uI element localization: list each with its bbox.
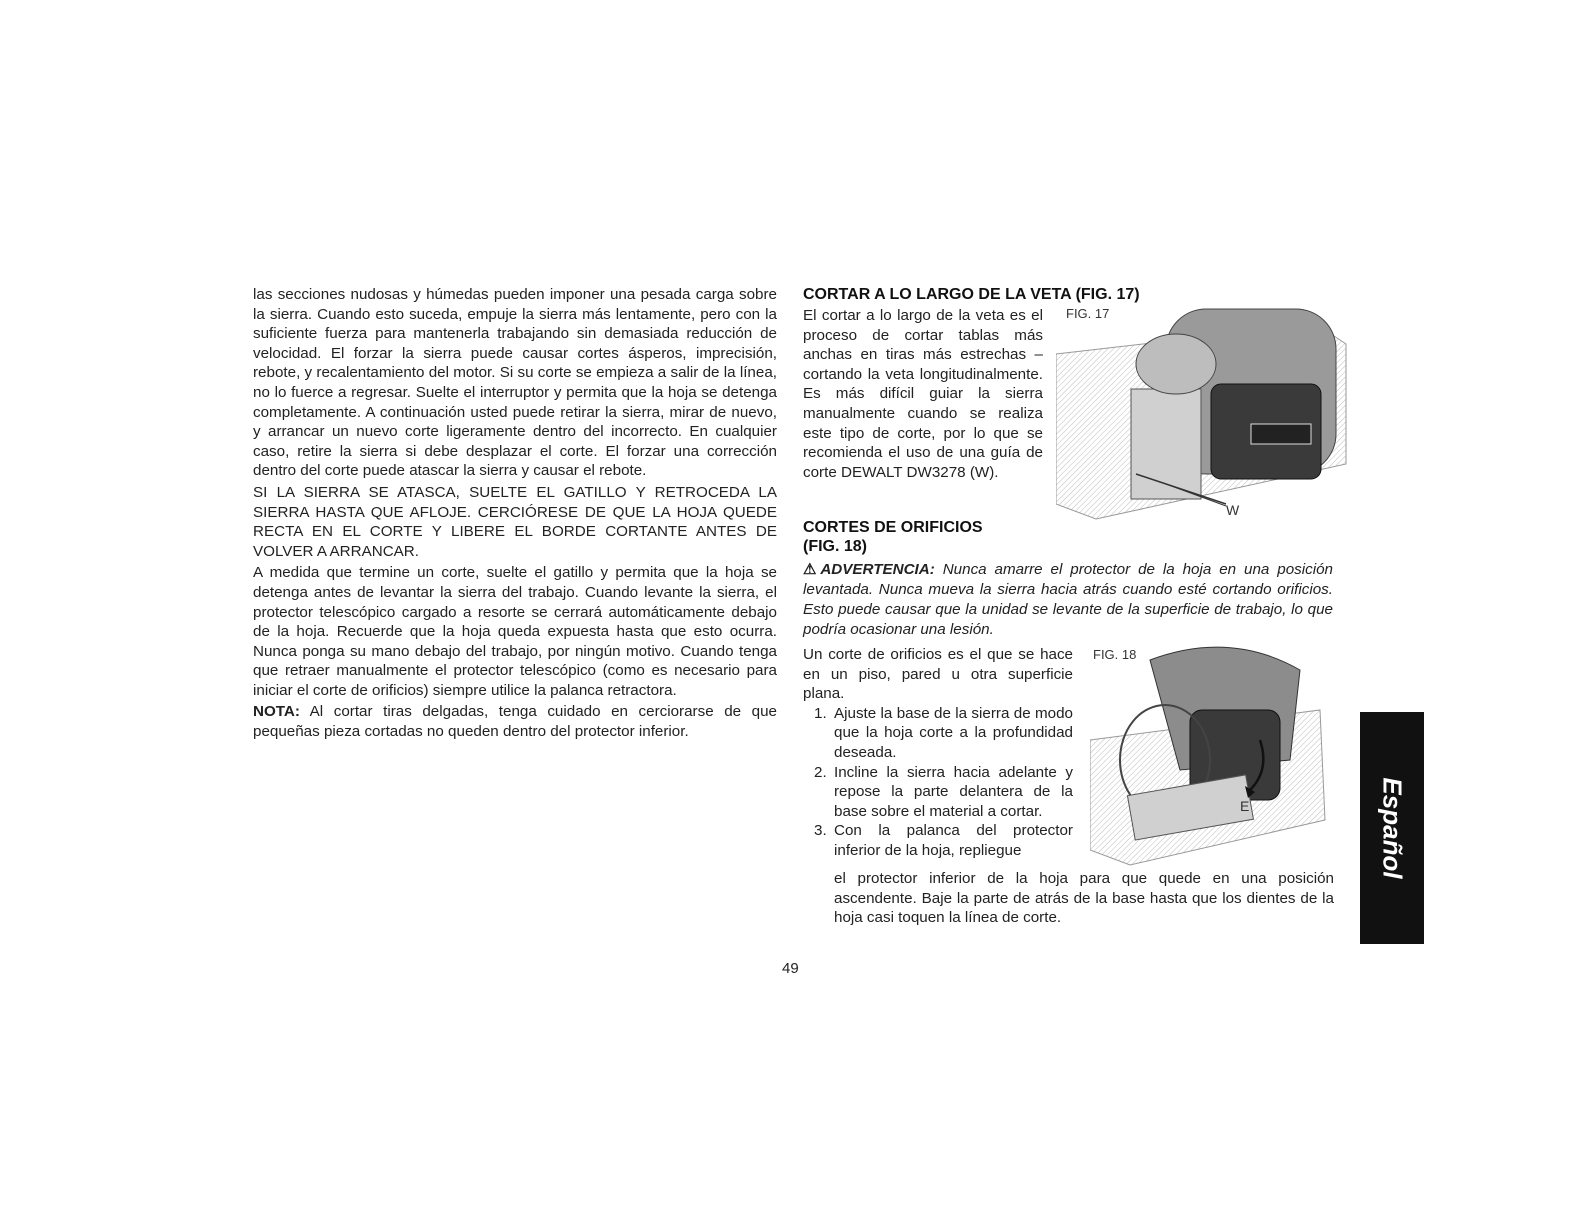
warning-label: ADVERTENCIA: xyxy=(820,561,935,578)
note-paragraph xyxy=(253,702,777,741)
step-2: 2. Incline la sierra hacia adelante y repose la parte delantera de la base sobre el material a cortar. xyxy=(814,763,1073,820)
rip-cutting-text-block xyxy=(803,306,1043,482)
note-label: NOTA: xyxy=(253,703,300,721)
warning-icon: ⚠ xyxy=(803,561,821,578)
paragraph-finish-cut: A medida que termine un corte, suelte el gatillo y permita que la hoja se detenga antes de levantar la sierra del trabajo. Cuando levante la sierra, el protector telescópico cargado a resorte se cerrará automáticamente debajo de la hoja. Recuerde que la hoja queda expuesta hasta que esto ocurra. Nunca ponga su mano debajo del trabajo, por ningún motivo. Cuando tenga que retraer manualmente el protector telescópico (como es necesario para iniciar el corte de orificios) siempre utilice la palanca retractora. xyxy=(253,564,777,699)
fig17-callout-w: W xyxy=(1226,502,1240,518)
pocket-cutting-heading-fig: (FIG. 18) xyxy=(803,538,868,555)
step-3: 3. Con la palanca del protector inferior de la hoja, repliegue xyxy=(814,822,1073,859)
paragraph-forcing-saw: las secciones nudosas y húmedas pueden imponer una pesada carga sobre la sierra. Cuando esto suceda, empuje la sierra más lentamente, pero con la suficiente fuerza para mantenerla trabajando sin demasiada reducción de velocidad. El forzar la sierra puede causar cortes ásperos, imprecisión, rebote, y recalentamiento del motor. Si su corte se empieza a salir de la línea, no lo fuerce a regresar. Suelte el interruptor y permita que la hoja se detenga completamente. A continuación usted puede retirar la sierra, mirar de nuevo, y arrancar un nuevo corte ligeramente dentro del incorrecto. En cualquier caso, retire la sierra si debe desplazar el corte. El forzar una corrección dentro del corte puede atascar la sierra y causar el rebote. xyxy=(253,286,777,480)
fig18-label: FIG. 18 xyxy=(1093,647,1137,662)
note-text: Al cortar tiras delgadas, tenga cuidado en cerciorarse de que pequeñas pieza cortadas no queden dentro del protector inferior. xyxy=(253,703,777,741)
fig18-saw-illustration xyxy=(1090,640,1330,870)
operator-hand xyxy=(1136,334,1216,394)
language-tab xyxy=(1360,712,1424,944)
pocket-cutting-heading: CORTES DE ORIFICIOS xyxy=(803,519,983,536)
pocket-cutting-body xyxy=(803,645,1073,861)
left-column xyxy=(253,285,777,744)
dewalt-badge xyxy=(1251,424,1311,444)
step-3-continuation-text: el protector inferior de la hoja para que quede en una posición ascendente. Baje la parte de atrás de la base hasta que los dientes de la hoja casi toquen la línea de corte. xyxy=(834,870,1334,927)
pocket-cutting-paragraph: Un corte de orificios es el que se hace en un piso, pared u otra superficie plana. xyxy=(803,646,1073,703)
page-number: 49 xyxy=(782,960,799,977)
step-1: 1. Ajuste la base de la sierra de modo que la hoja corte a la profundidad deseada. xyxy=(814,704,1073,761)
warning-block xyxy=(803,560,1333,640)
step-3-continuation xyxy=(834,869,1334,928)
fig18-callout-e: E xyxy=(1240,798,1250,814)
fig17-saw-illustration xyxy=(1056,304,1356,534)
rip-cutting-paragraph: El cortar a lo largo de la veta es el proceso de cortar tablas más anchas en tiras más estrechas – cortando la veta longitudinalmente. Es más difícil guiar la sierra manualmente cuando se realiza este tipo de corte, por lo que se recomienda el uso de una guía de corte DEWALT DW3278 (W). xyxy=(803,307,1043,481)
pocket-cutting-steps xyxy=(803,704,1073,861)
pocket-cutting-heading-block xyxy=(803,518,1053,556)
rip-cutting-heading-block xyxy=(803,285,1343,304)
warning-text: Nunca amarre el protector de la hoja en una posición levantada. Nunca mueva la sierra hacia atrás cuando esté cortando orificios. Esto puede causar que la unidad se levante de la superficie de trabajo, lo que podría ocasionar una lesión. xyxy=(803,561,1333,638)
language-tab-label: Español xyxy=(1377,777,1408,879)
paragraph-saw-binds: SI LA SIERRA SE ATASCA, SUELTE EL GATILLO Y RETROCEDA LA SIERRA HASTA QUE AFLOJE. CERCIÓRESE DE QUE LA HOJA QUEDE RECTA EN EL CORTE Y LIBERE EL BORDE CORTANTE ANTES DE VOLVER A ARRANCAR. xyxy=(253,483,777,560)
saw-base-plate xyxy=(1131,389,1201,499)
rip-cutting-heading: CORTAR A LO LARGO DE LA VETA (FIG. 17) xyxy=(803,286,1140,303)
fig17-label: FIG. 17 xyxy=(1066,306,1110,321)
